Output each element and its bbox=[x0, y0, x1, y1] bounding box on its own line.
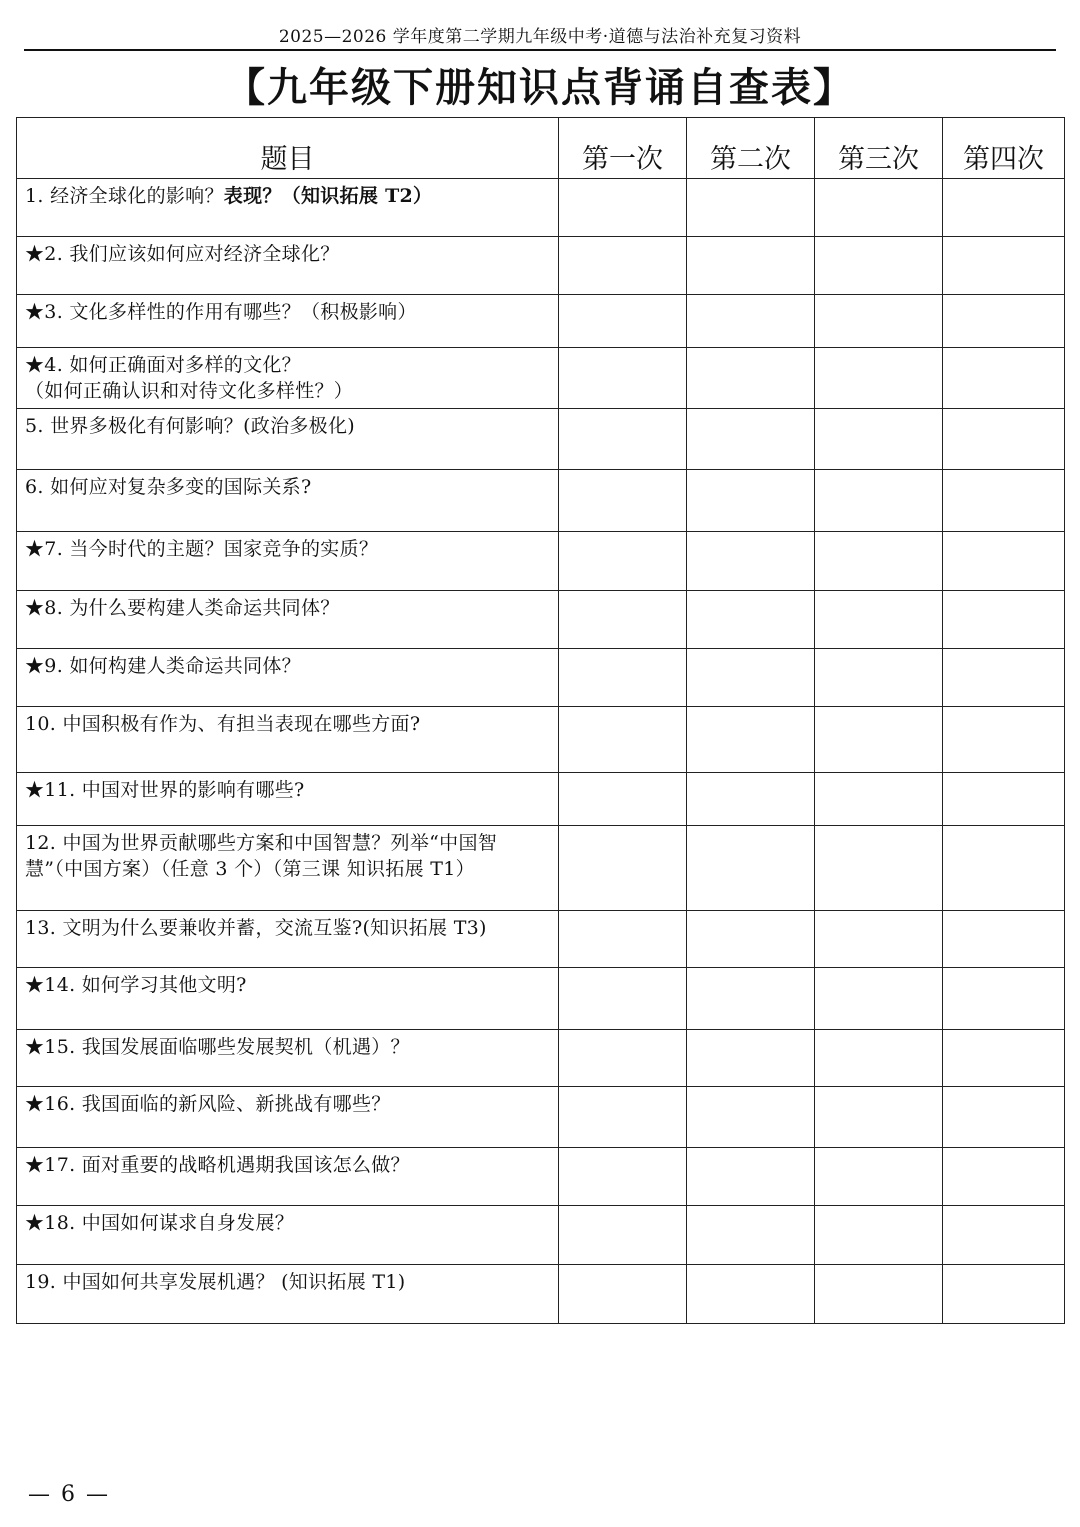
check-cell-first[interactable] bbox=[559, 237, 687, 295]
check-cell-third[interactable] bbox=[815, 295, 943, 348]
table-row bbox=[17, 470, 1065, 532]
table-row bbox=[17, 649, 1065, 707]
check-cell-second[interactable] bbox=[687, 968, 815, 1030]
header-divider bbox=[24, 49, 1056, 51]
check-cell-third[interactable] bbox=[815, 348, 943, 409]
check-cell-fourth[interactable] bbox=[943, 1265, 1065, 1324]
table-row bbox=[17, 1030, 1065, 1087]
question-cell bbox=[17, 1206, 559, 1265]
check-cell-fourth[interactable] bbox=[943, 1087, 1065, 1148]
check-cell-fourth[interactable] bbox=[943, 179, 1065, 237]
column-header-question: 题目 bbox=[17, 118, 559, 179]
check-cell-first[interactable] bbox=[559, 649, 687, 707]
question-cell bbox=[17, 968, 559, 1030]
table-row bbox=[17, 911, 1065, 968]
check-cell-first[interactable] bbox=[559, 1148, 687, 1206]
table-row bbox=[17, 237, 1065, 295]
check-cell-second[interactable] bbox=[687, 348, 815, 409]
question-text: 6. 如何应对复杂多变的国际关系? bbox=[25, 476, 312, 498]
check-cell-first[interactable] bbox=[559, 532, 687, 591]
check-cell-fourth[interactable] bbox=[943, 470, 1065, 532]
question-text: ★11. 中国对世界的影响有哪些? bbox=[25, 779, 305, 801]
check-cell-third[interactable] bbox=[815, 773, 943, 826]
check-cell-fourth[interactable] bbox=[943, 707, 1065, 773]
question-cell bbox=[17, 649, 559, 707]
check-cell-second[interactable] bbox=[687, 591, 815, 649]
question-cell bbox=[17, 773, 559, 826]
check-cell-third[interactable] bbox=[815, 826, 943, 911]
table-row bbox=[17, 707, 1065, 773]
check-cell-fourth[interactable] bbox=[943, 968, 1065, 1030]
column-header-second: 第二次 bbox=[687, 118, 815, 179]
check-cell-third[interactable] bbox=[815, 591, 943, 649]
check-cell-third[interactable] bbox=[815, 649, 943, 707]
page-number: — 6 — bbox=[28, 1482, 110, 1507]
question-cell bbox=[17, 470, 559, 532]
column-header-first: 第一次 bbox=[559, 118, 687, 179]
question-text: 13. 文明为什么要兼收并蓄，交流互鉴?(知识拓展 T3) bbox=[25, 917, 487, 939]
question-cell bbox=[17, 707, 559, 773]
question-cell bbox=[17, 348, 559, 409]
question-cell bbox=[17, 532, 559, 591]
check-cell-first[interactable] bbox=[559, 295, 687, 348]
question-text: ★9. 如何构建人类命运共同体？ bbox=[25, 655, 301, 677]
check-cell-third[interactable] bbox=[815, 707, 943, 773]
table-row bbox=[17, 968, 1065, 1030]
check-cell-second[interactable] bbox=[687, 1087, 815, 1148]
check-cell-fourth[interactable] bbox=[943, 1206, 1065, 1265]
check-cell-fourth[interactable] bbox=[943, 237, 1065, 295]
check-cell-third[interactable] bbox=[815, 1148, 943, 1206]
page-title: 【九年级下册知识点背诵自查表】 bbox=[225, 65, 855, 111]
table-row bbox=[17, 826, 1065, 911]
question-cell bbox=[17, 1148, 559, 1206]
check-cell-second[interactable] bbox=[687, 911, 815, 968]
question-text: ★8. 为什么要构建人类命运共同体？ bbox=[25, 597, 340, 619]
question-text: 19. 中国如何共享发展机遇？ (知识拓展 T1) bbox=[25, 1271, 406, 1293]
check-cell-third[interactable] bbox=[815, 911, 943, 968]
question-text: 12. 中国为世界贡献哪些方案和中国智慧？列举“中国智慧”（中国方案）（任意 3 个）（第三课 知识拓展 T1） bbox=[25, 832, 498, 880]
check-cell-fourth[interactable] bbox=[943, 409, 1065, 470]
check-cell-fourth[interactable] bbox=[943, 591, 1065, 649]
check-cell-third[interactable] bbox=[815, 470, 943, 532]
check-cell-third[interactable] bbox=[815, 179, 943, 237]
check-cell-second[interactable] bbox=[687, 532, 815, 591]
check-cell-fourth[interactable] bbox=[943, 773, 1065, 826]
check-cell-first[interactable] bbox=[559, 591, 687, 649]
check-cell-second[interactable] bbox=[687, 707, 815, 773]
check-cell-third[interactable] bbox=[815, 1206, 943, 1265]
check-cell-third[interactable] bbox=[815, 532, 943, 591]
question-cell bbox=[17, 826, 559, 911]
check-cell-first[interactable] bbox=[559, 348, 687, 409]
question-text: ★3. 文化多样性的作用有哪些？（积极影响） bbox=[25, 301, 417, 323]
table-header-row bbox=[17, 118, 1065, 179]
table-row bbox=[17, 1265, 1065, 1324]
check-cell-first[interactable] bbox=[559, 1206, 687, 1265]
question-text: ★16. 我国面临的新风险、新挑战有哪些？ bbox=[25, 1093, 391, 1115]
check-cell-first[interactable] bbox=[559, 707, 687, 773]
check-cell-third[interactable] bbox=[815, 968, 943, 1030]
check-cell-fourth[interactable] bbox=[943, 532, 1065, 591]
question-text: ★17. 面对重要的战略机遇期我国该怎么做？ bbox=[25, 1154, 410, 1176]
check-cell-first[interactable] bbox=[559, 409, 687, 470]
question-text: ★18. 中国如何谋求自身发展？ bbox=[25, 1212, 295, 1234]
check-cell-first[interactable] bbox=[559, 179, 687, 237]
check-cell-second[interactable] bbox=[687, 649, 815, 707]
check-cell-fourth[interactable] bbox=[943, 1148, 1065, 1206]
check-cell-fourth[interactable] bbox=[943, 649, 1065, 707]
check-cell-fourth[interactable] bbox=[943, 826, 1065, 911]
check-cell-fourth[interactable] bbox=[943, 295, 1065, 348]
check-cell-fourth[interactable] bbox=[943, 911, 1065, 968]
column-header-fourth: 第四次 bbox=[943, 118, 1065, 179]
table-row bbox=[17, 179, 1065, 237]
check-cell-first[interactable] bbox=[559, 1030, 687, 1087]
table-row bbox=[17, 1087, 1065, 1148]
question-cell bbox=[17, 295, 559, 348]
check-cell-second[interactable] bbox=[687, 470, 815, 532]
table-row bbox=[17, 1148, 1065, 1206]
check-cell-second[interactable] bbox=[687, 773, 815, 826]
question-text: ★14. 如何学习其他文明? bbox=[25, 974, 247, 996]
question-text: ★7. 当今时代的主题？国家竞争的实质？ bbox=[25, 538, 379, 560]
question-text: ★2. 我们应该如何应对经济全球化？ bbox=[25, 243, 340, 265]
question-cell bbox=[17, 1087, 559, 1148]
check-cell-third[interactable] bbox=[815, 1265, 943, 1324]
check-cell-first[interactable] bbox=[559, 470, 687, 532]
check-cell-first[interactable] bbox=[559, 1087, 687, 1148]
check-cell-third[interactable] bbox=[815, 409, 943, 470]
table-row bbox=[17, 409, 1065, 470]
check-cell-first[interactable] bbox=[559, 911, 687, 968]
check-cell-fourth[interactable] bbox=[943, 348, 1065, 409]
check-cell-second[interactable] bbox=[687, 237, 815, 295]
check-cell-second[interactable] bbox=[687, 409, 815, 470]
question-cell bbox=[17, 911, 559, 968]
check-cell-second[interactable] bbox=[687, 1265, 815, 1324]
question-text: （如何正确认识和对待文化多样性？） bbox=[25, 380, 354, 402]
question-cell bbox=[17, 591, 559, 649]
check-cell-third[interactable] bbox=[815, 1087, 943, 1148]
table-row bbox=[17, 532, 1065, 591]
question-text: 10. 中国积极有作为、有担当表现在哪些方面? bbox=[25, 713, 421, 735]
question-cell bbox=[17, 409, 559, 470]
check-cell-first[interactable] bbox=[559, 773, 687, 826]
question-cell bbox=[17, 179, 559, 237]
self-check-table bbox=[16, 117, 1065, 1324]
table-row bbox=[17, 295, 1065, 348]
check-cell-third[interactable] bbox=[815, 237, 943, 295]
table-row bbox=[17, 1206, 1065, 1265]
check-cell-first[interactable] bbox=[559, 826, 687, 911]
check-cell-second[interactable] bbox=[687, 179, 815, 237]
check-cell-second[interactable] bbox=[687, 826, 815, 911]
document-header: 2025—2026 学年度第二学期九年级中考·道德与法治补充复习资料 bbox=[278, 27, 802, 47]
check-cell-second[interactable] bbox=[687, 1206, 815, 1265]
question-cell bbox=[17, 237, 559, 295]
check-cell-first[interactable] bbox=[559, 968, 687, 1030]
question-text: 1. 经济全球化的影响？ bbox=[25, 185, 224, 207]
table-row bbox=[17, 773, 1065, 826]
question-extra-text: 表现？（知识拓展 T2） bbox=[223, 185, 433, 207]
table-row bbox=[17, 348, 1065, 409]
question-text: 5. 世界多极化有何影响？(政治多极化) bbox=[25, 415, 355, 437]
check-cell-second[interactable] bbox=[687, 295, 815, 348]
check-cell-fourth[interactable] bbox=[943, 1030, 1065, 1087]
question-cell bbox=[17, 1265, 559, 1324]
question-cell bbox=[17, 1030, 559, 1087]
check-cell-third[interactable] bbox=[815, 1030, 943, 1087]
question-text: ★15. 我国发展面临哪些发展契机（机遇）？ bbox=[25, 1036, 410, 1058]
table-row bbox=[17, 591, 1065, 649]
question-text: ★4. 如何正确面对多样的文化？ bbox=[25, 354, 301, 376]
check-cell-second[interactable] bbox=[687, 1030, 815, 1087]
check-cell-second[interactable] bbox=[687, 1148, 815, 1206]
check-cell-first[interactable] bbox=[559, 1265, 687, 1324]
column-header-third: 第三次 bbox=[815, 118, 943, 179]
